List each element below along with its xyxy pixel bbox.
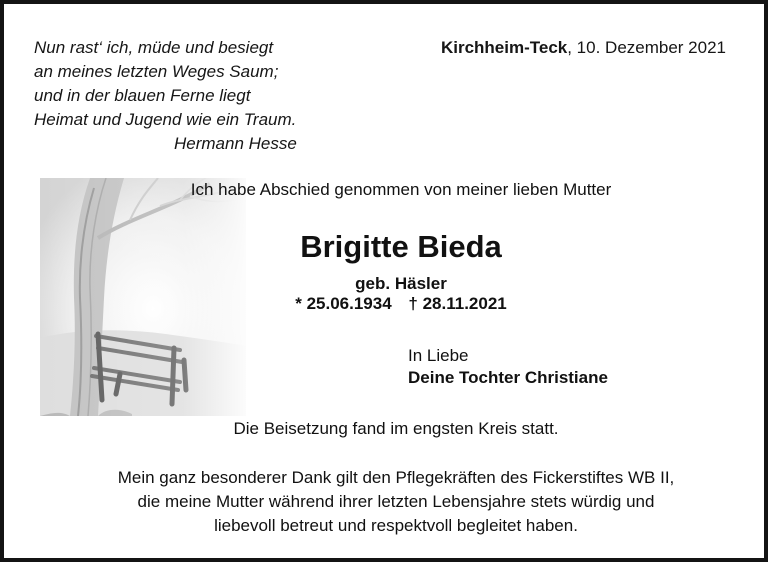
place: Kirchheim-Teck bbox=[440, 38, 568, 57]
birth-date: * 25.06.1934 bbox=[295, 294, 392, 313]
thanks-line: die meine Mutter während ihrer letzten Lebensjahre stets würdig und bbox=[137, 492, 655, 511]
greeting: In Liebe bbox=[408, 346, 469, 365]
intro-text: Ich habe Abschied genommen von meiner lieben Mutter bbox=[190, 180, 612, 199]
mourner-names: Deine Tochter Christiane bbox=[408, 368, 608, 387]
date: , 10. Dezember 2021 bbox=[567, 38, 726, 57]
poem-line: an meines letzten Weges Saum; bbox=[34, 62, 279, 81]
life-dates bbox=[4, 292, 768, 316]
death-date: † 28.11.2021 bbox=[408, 294, 507, 313]
poem-line: Nun rast‘ ich, müde und besiegt bbox=[34, 38, 274, 57]
poem-author: Hermann Hesse bbox=[174, 134, 297, 153]
funeral-note: Die Beisetzung fand im engsten Kreis statt. bbox=[233, 419, 559, 438]
maiden-name: geb. Häsler bbox=[355, 274, 447, 293]
poem bbox=[34, 36, 297, 156]
deceased-name: Brigitte Bieda bbox=[300, 229, 502, 264]
thanks-line: liebevoll betreut und respektvoll begleitet haben. bbox=[214, 516, 578, 535]
place-date bbox=[441, 36, 726, 60]
poem-line: Heimat und Jugend wie ein Traum. bbox=[34, 110, 297, 129]
thanks-line: Mein ganz besonderer Dank gilt den Pflegekräften des Fickerstiftes WB II, bbox=[117, 468, 675, 487]
poem-line: und in der blauen Ferne liegt bbox=[34, 86, 251, 105]
thanks-text bbox=[4, 466, 768, 538]
